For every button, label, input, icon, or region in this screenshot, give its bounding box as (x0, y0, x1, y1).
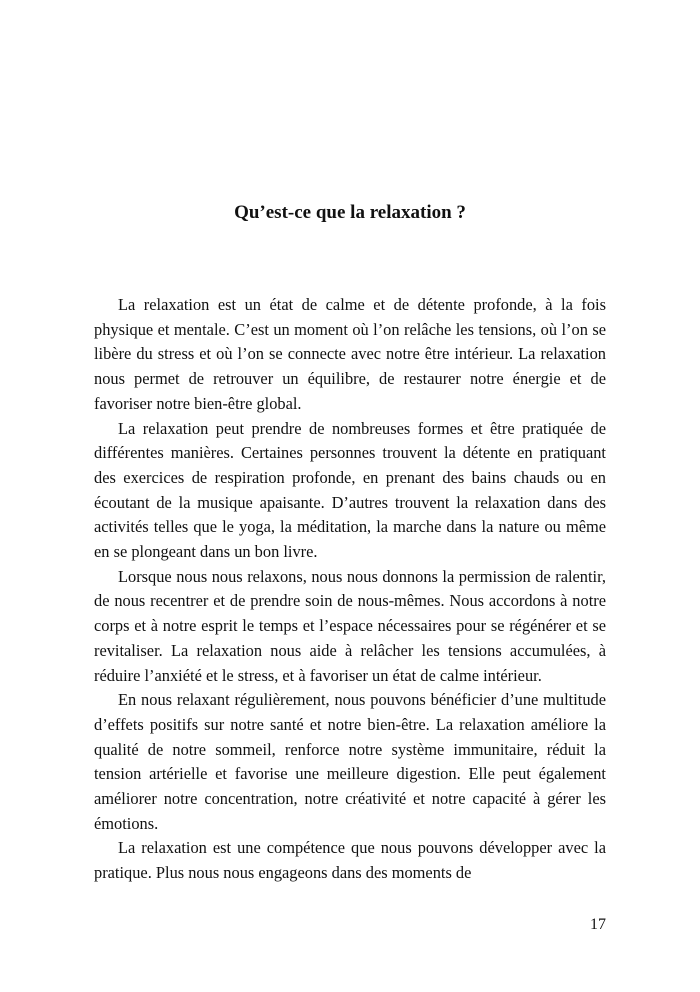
body-text (94, 293, 606, 886)
paragraph: La relaxation est un état de calme et de détente profonde, à la fois physique et mentale. C’est un moment où l’on relâche les tensions, où l’on se libère du stress et où l’on se connecte avec notre être intérieur. La relaxation nous permet de retrouver un équilibre, de restaurer notre énergie et de favoriser notre bien-être global. (94, 295, 606, 413)
chapter-title: Qu’est-ce que la relaxation ? (234, 202, 466, 223)
paragraph: Lorsque nous nous relaxons, nous nous donnons la permission de ralentir, de nous recentrer et de prendre soin de nous-mêmes. Nous accordons à notre corps et à notre esprit le temps et l’espace nécessaires pour se régénérer et se revitaliser. La relaxation nous aide à relâcher les tensions accumulées, à réduire l’anxiété et le stress, et à favoriser un état de calme intérieur. (94, 566, 606, 685)
page-number: 17 (590, 916, 606, 933)
paragraph: La relaxation peut prendre de nombreuses formes et être pratiquée de différentes manières. Certaines personnes trouvent la détente en pratiquant des exercices de respiration profonde, en prenant des bains chauds ou en écoutant de la musique apaisante. D’autres trouvent la relaxation dans des activités telles que le yoga, la méditation, la marche dans la nature ou même en se plongeant dans un bon livre. (94, 418, 606, 562)
paragraph: La relaxation est une compétence que nous pouvons développer avec la pratique. Plus nous nous engageons dans des moments de (94, 838, 606, 883)
paragraph: En nous relaxant régulièrement, nous pouvons bénéficier d’une multitude d’effets positifs sur notre santé et notre bien-être. La relaxation améliore la qualité de notre sommeil, renforce notre système immunitaire, réduit la tension artérielle et favorise une meilleure digestion. Elle peut également améliorer notre concentration, notre créativité et notre capacité à gérer les émotions. (94, 690, 606, 833)
